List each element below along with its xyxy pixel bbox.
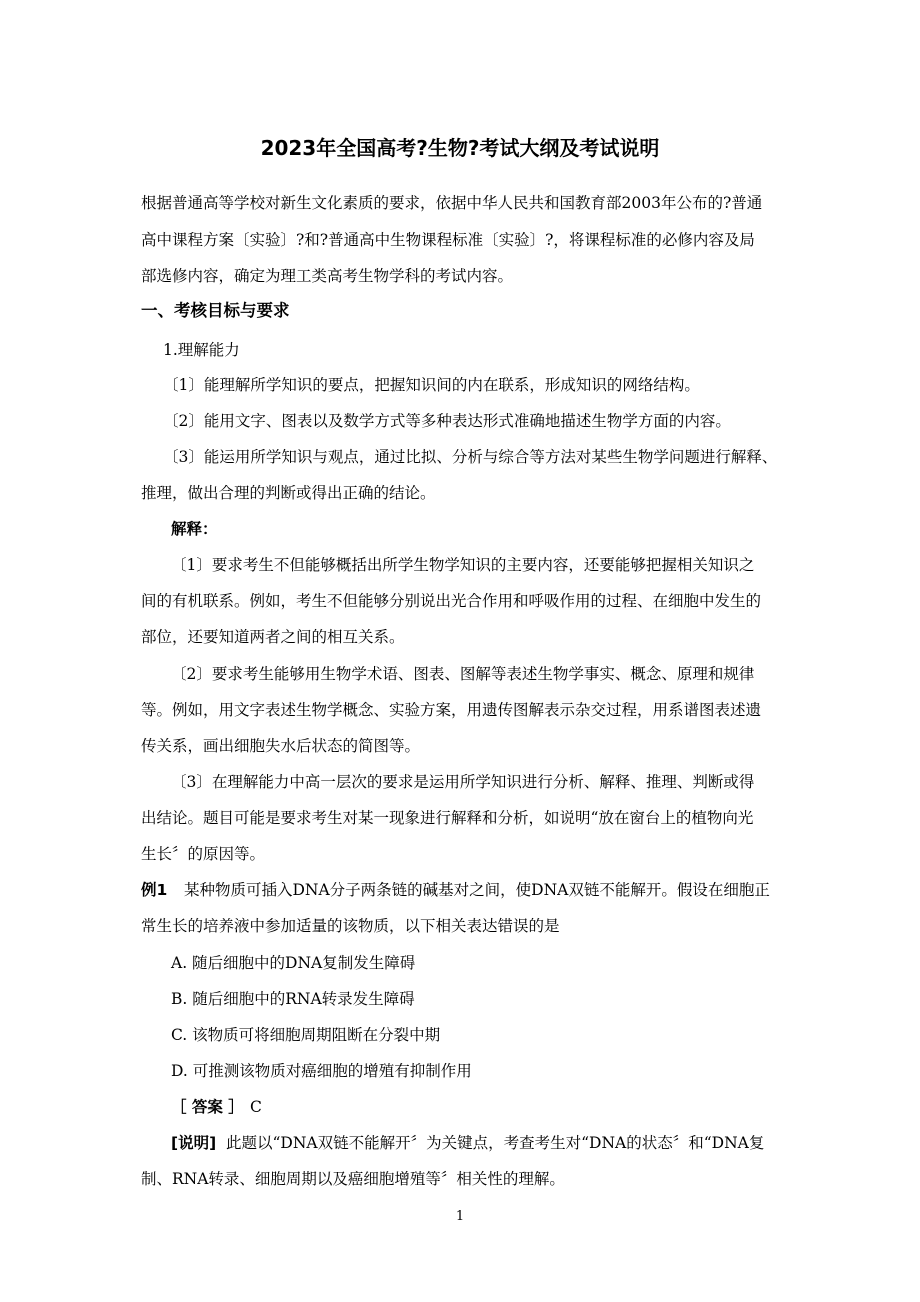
explanation-paragraph: 生长〞的原因等。 <box>141 845 266 863</box>
note-text: 此题以“DNA双链不能解开〞为关键点，考查考生对“DNA的状态〞和“DNA复 <box>226 1134 765 1152</box>
explanation-paragraph: 出结论。题目可能是要求考生对某一现象进行解释和分析，如说明“放在窗台上的植物向光 <box>141 809 754 827</box>
option-a: A. 随后细胞中的DNA复制发生障碍 <box>171 954 416 972</box>
explanation-paragraph: 〔2〕要求考生能够用生物学术语、图表、图解等表述生物学事实、概念、原理和规律 <box>171 665 755 683</box>
example-question: 常生长的培养液中参加适量的该物质，以下相关表达错误的是 <box>141 917 560 935</box>
explanation-paragraph: 〔3〕在理解能力中高一层次的要求是运用所学知识进行分析、解释、推理、判断或得 <box>171 773 755 791</box>
explanation-paragraph: 传关系，画出细胞失水后状态的简图等。 <box>141 737 421 755</box>
requirement-item: 〔2〕能用文字、图表以及数学方式等多种表达形式准确地描述生物学方面的内容。 <box>163 412 731 430</box>
explanation-paragraph: 间的有机联系。例如，考生不但能够分别说出光合作用和呼吸作用的过程、在细胞中发生的 <box>141 592 762 610</box>
answer-label: ［ 答案 ］ <box>171 1098 244 1116</box>
intro-line: 高中课程方案〔实验〕?和?普通高中生物课程标准〔实验〕?，将课程标准的必修内容及局 <box>141 231 755 249</box>
answer-value: C <box>250 1098 262 1116</box>
option-d: D. 可推测该物质对癌细胞的增殖有抑制作用 <box>171 1062 472 1080</box>
explanation-paragraph: 〔1〕要求考生不但能够概括出所学生物学知识的主要内容，还要能够把握相关知识之 <box>171 556 755 574</box>
document-title: 2023年全国高考?生物?考试大纲及考试说明 <box>260 136 660 160</box>
example-question: 某种物质可插入DNA分子两条链的碱基对之间，使DNA双链不能解开。假设在细胞正 <box>184 881 770 899</box>
intro-line: 部选修内容，确定为理工类高考生物学科的考试内容。 <box>141 267 514 285</box>
requirement-item: 〔1〕能理解所学知识的要点，把握知识间的内在联系，形成知识的网络结构。 <box>163 376 700 394</box>
intro-line: 根据普通高等学校对新生文化素质的要求，依据中华人民共和国教育部2003年公布的?普通 <box>141 194 763 212</box>
explanation-label: 解释： <box>171 520 218 538</box>
explanation-paragraph: 部位，还要知道两者之间的相互关系。 <box>141 628 405 646</box>
requirement-item-continued: 推理，做出合理的判断或得出正确的结论。 <box>141 484 436 502</box>
note-text: 制、RNA转录、细胞周期以及癌细胞增殖等〞相关性的理解。 <box>141 1170 565 1188</box>
requirement-item: 〔3〕能运用所学知识与观点，通过比拟、分析与综合等方法对某些生物学问题进行解释、 <box>163 448 778 466</box>
note-label: [说明] <box>171 1134 217 1152</box>
section-heading: 一、考核目标与要求 <box>141 301 290 320</box>
page-number: 1 <box>455 1209 465 1224</box>
option-c: C. 该物质可将细胞周期阻断在分裂中期 <box>171 1026 441 1044</box>
option-b: B. 随后细胞中的RNA转录发生障碍 <box>171 990 415 1008</box>
explanation-paragraph: 等。例如，用文字表述生物学概念、实验方案，用遗传图解表示杂交过程，用系谱图表述遗 <box>141 701 762 719</box>
ability-heading: 1.理解能力 <box>163 341 240 359</box>
example-label: 例1 <box>141 881 168 899</box>
